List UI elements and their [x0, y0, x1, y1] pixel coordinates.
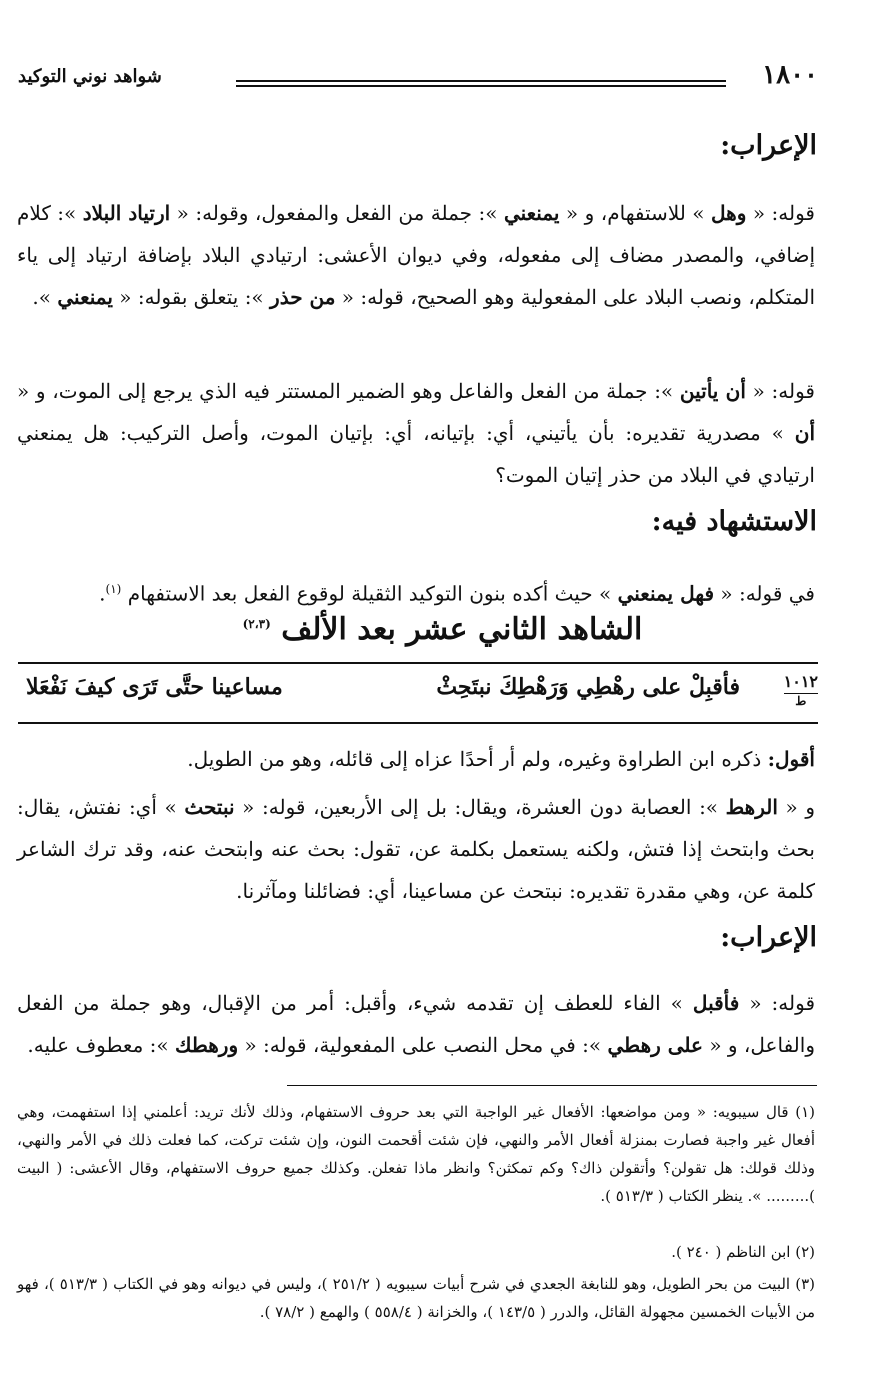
paragraph-sharh: و « الرهط »: العصابة دون العشرة، ويقال: بل إلى الأربعين، قوله: « نبتحث » أي: نفتش، يقال: بحث وابتحث إذا فتش، ولكنه يستعمل بكلمة عن، تقول: بحث عنه وابتحث عنه، وقد ترك الشاعر كلمة عن، وهي مقدرة تقديره: نبتحث عن مساعينا، أي: فضائلنا ومآثرنا.	[17, 795, 816, 903]
shahid-title: الشاهد الثاني عشر بعد الألف $^{(٢،٣)}$	[242, 612, 643, 647]
verse-bottom-rule	[18, 722, 818, 724]
verse-line	[18, 670, 818, 710]
verse-top-rule	[18, 662, 818, 664]
paragraph-irab-1: قوله: « وهل » للاستفهام، و « يمنعني »: جملة من الفعل والمفعول، وقوله: « ارتياد البلاد »: كلام إضافي، والمصدر مضاف إلى مفعوله، وفي ديوان الأعشى: ارتيادي البلاد بإضافة ارتياد إلى ياء المتكلم، ونصب البلاد على المفعولية وهو الصحيح، قوله: « من حذر »: يتعلق بقوله: « يمنعني ».	[17, 201, 816, 309]
paragraph-aqul: أقول: ذكره ابن الطراوة وغيره، ولم أر أحدًا عزاه إلى قائله، وهو من الطويل.	[187, 747, 815, 771]
footnote-3: (٣) البيت من بحر الطويل، وهو للنابغة الجعدي في شرح أبيات سيبويه ( ٢٥١/٢ )، وليس في ديوانه وهو في الكتاب ( ٥١٣/٣ )، فهو من الأبيات الخمسين مجهولة القائل، والدرر ( ١٤٣/٥ )، والخزانة ( ٥٥٨/٤ ) والهمع ( ٧٨/٢ ).	[17, 1275, 815, 1321]
section-heading-irab: الإعراب:	[720, 130, 817, 161]
footnote-ref-1: (١)	[105, 582, 122, 596]
running-title: شواهد نوني التوكيد	[18, 66, 162, 87]
section-heading-irab-2: الإعراب:	[720, 922, 817, 953]
paragraph-irab-3: قوله: « فأقبل » الفاء للعطف إن تقدمه شيء، وأقبل: أمر من الإقبال، وهو جملة من الفعل والفاعل، و « على رهطي »: في محل النصب على المفعولية، قوله: « ورهطك »: معطوف عليه.	[17, 991, 815, 1057]
header-rule	[236, 80, 726, 82]
footnote-ref-2-3: (٢،٣)	[242, 617, 271, 631]
section-heading-istishhad: الاستشهاد فيه:	[651, 506, 817, 537]
paragraph-irab-2: قوله: « أن يأتين »: جملة من الفعل والفاعل وهو الضمير المستتر فيه الذي يرجع إلى الموت، و « أن » مصدرية تقديره: بأن يأتيني، أي: بإتيانه، أي: بإتيان الموت، وأصل التركيب: هل يمنعني ارتيادي في البلاد من حذر إتيان الموت؟	[17, 379, 815, 487]
verse-number: ١٠١٢ ط	[783, 672, 818, 708]
verse-meter: ط	[784, 693, 818, 708]
verse-hemistich-2: مساعينا حتَّى تَرَى كيفَ نَفْعَلا	[26, 674, 283, 700]
footnote-1: (١) قال سيبويه: « ومن مواضعها: الأفعال غير الواجبة التي بعد حروف الاستفهام، وذلك لأنك تريد: أعلمني إذا استفهمت، وهي أفعال غير واجبة فصارت بمنزلة أفعال الأمر والنهي، فإن شئت أقحمت النون، وإن شئت تركت، كما فعلت ذلك في الأمر والنهي، وذلك قولك: هل تقولن؟ وأتقولن ذاك؟ وكم تمكثن؟ وانظر ماذا تفعلن. وكذلك جميع حروف الاستفهام، وقال الأعشى: ( البيت )......... ». ينظر الكتاب ( ٥١٣/٣ ).	[17, 1103, 815, 1205]
verse-hemistich-1: فأقبِلْ على رهْطِي وَرَهْطِكَ نبتَحِثْ	[436, 674, 740, 700]
footnote-rule	[287, 1085, 817, 1086]
paragraph-istishhad: في قوله: « فهل يمنعني » حيث أكده بنون التوكيد الثقيلة لوقوع الفعل بعد الاستفهام $^{(١)}$.	[99, 581, 815, 606]
header-rule-double	[236, 85, 726, 87]
page-number: ١٨٠٠	[762, 60, 818, 90]
footnote-2: (٢) ابن الناظم ( ٢٤٠ ).	[671, 1243, 815, 1261]
page-header	[18, 60, 818, 100]
